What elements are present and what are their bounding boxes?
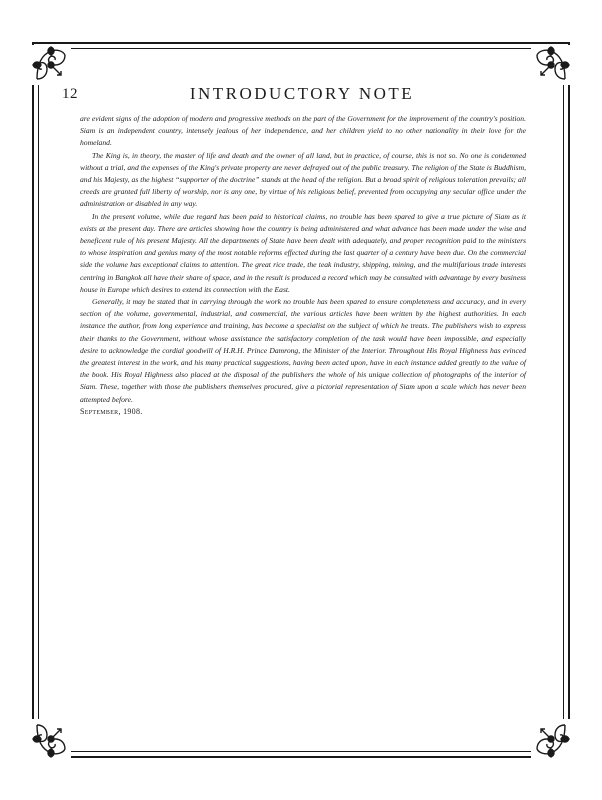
body-text <box>80 113 526 418</box>
page-number: 12 <box>62 86 78 102</box>
date-signoff: September, 1908. <box>80 406 143 416</box>
corner-ornament-icon <box>531 719 571 759</box>
paragraph: In the present volume, while due regard has been paid to historical claims, no trouble has been spared to give a true picture of Siam as it exists at the present day. There are articles showing how the country is being administered and what advance has been made under the wise and beneficent rule of his present Majesty. All the departments of State have been dealt with adequately, and proper recognition paid to the ministers to whose inspiration and genius many of the most notable reforms effected during the last quarter of a century have been due. On the commercial side the volume has exceptional claims to attention. The great rice trade, the teak industry, shipping, mining, and the multifarious trade interests centring in Bangkok all have their share of space, and in the result is produced a record which may be consulted with advantage by every business house in Europe which desires to extend its connection with the East. <box>80 211 526 294</box>
corner-ornament-icon <box>531 45 571 85</box>
paragraph: are evident signs of the adoption of modern and progressive methods on the part of the Government for the improvement of the country's position. Siam is an independent country, intensely jealous of her independence, and her children yield to no other nationality in their love for the homeland. <box>80 114 526 148</box>
corner-ornament-icon <box>31 45 71 85</box>
page-title: INTRODUCTORY NOTE <box>189 84 415 103</box>
corner-ornament-icon <box>31 719 71 759</box>
page-header <box>62 84 542 108</box>
paragraph: The King is, in theory, the master of life and death and the owner of all land, but in practice, of course, this is not so. No one is condemned without a trial, and the expenses of the King's private property are never defrayed out of the public treasury. The religion of the State is Buddhism, and his Majesty, as the highest “supporter of the doctrine” stands at the head of the religion. But a broad spirit of religious toleration prevails; all creeds are granted full liberty of worship, nor is any one, by virtue of his religious belief, prevented from occupying any secular office under the administration or disabled in any way. <box>80 150 526 209</box>
paragraph: Generally, it may be stated that in carrying through the work no trouble has been spared to ensure completeness and accuracy, and in every section of the volume, governmental, industrial, and commercial, the various articles have been written by the highest authorities. In each instance the author, from long experience and training, has become a specialist on the subject of which he treats. The publishers wish to express their thanks to the Government, without whose assistance the satisfactory completion of the task would have been impossible, and especially desire to acknowledge the cordial goodwill of H.R.H. Prince Damrong, the Minister of the Interior. Throughout His Royal Highness has evinced the greatest interest in the work, and his many practical suggestions, having been acted upon, have in each instance added greatly to the value of the book. His Royal Highness also placed at the disposal of the publishers the whole of his unique collection of photographs of the interior of Siam. These, together with those the publishers themselves procured, give a pictorial representation of Siam upon a scale which has never been attempted before. <box>80 297 526 404</box>
